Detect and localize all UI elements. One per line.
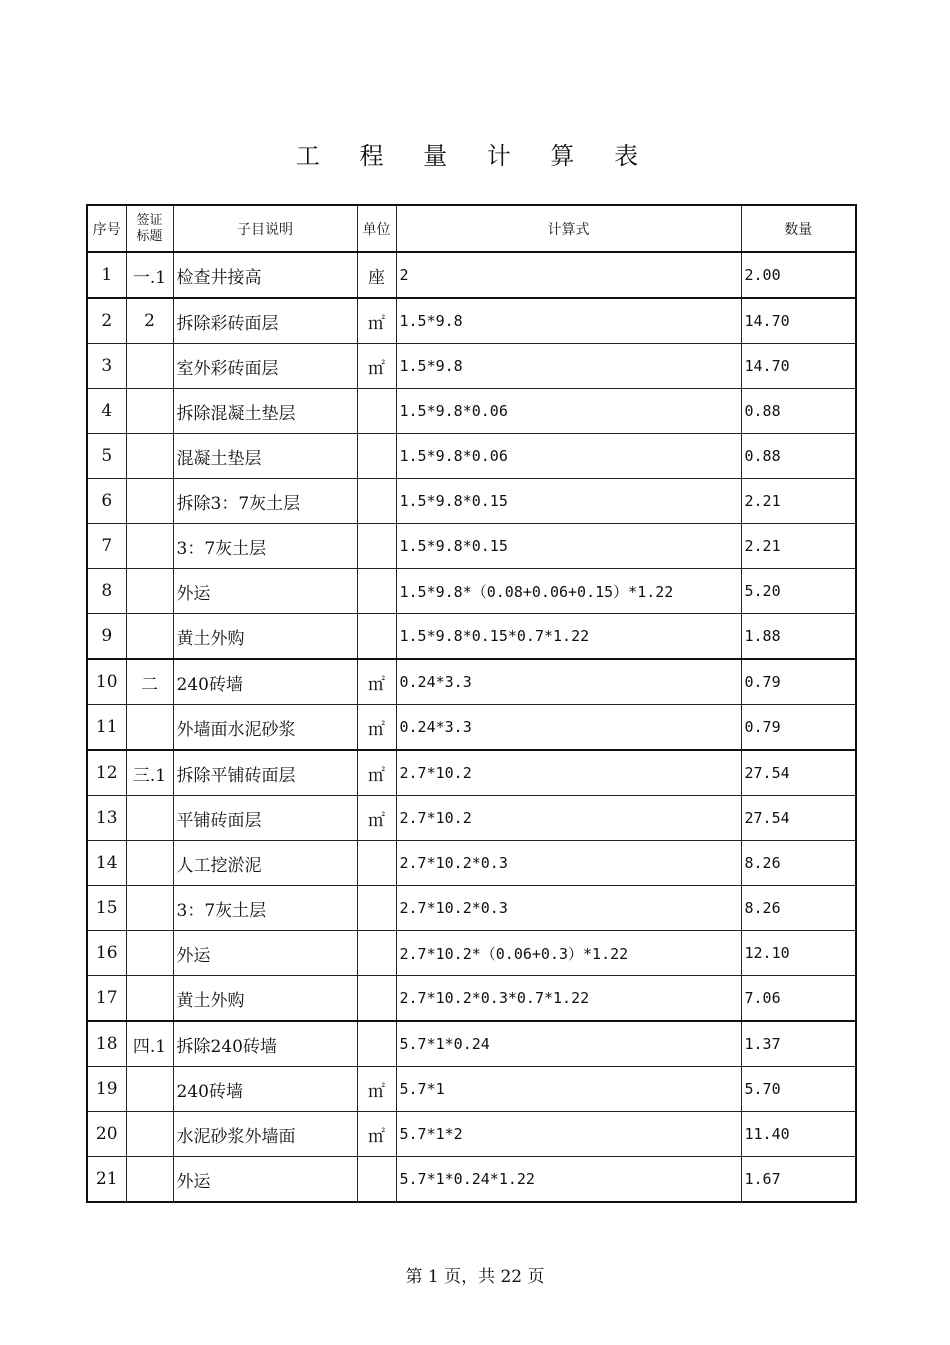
row-unit — [357, 479, 396, 524]
row-description: 水泥砂浆外墙面 — [173, 1112, 357, 1157]
table-row — [87, 705, 856, 751]
row-sign-title — [126, 479, 173, 524]
row-sign-title — [126, 524, 173, 569]
row-formula: 2.7*10.2*0.3*0.7*1.22 — [396, 976, 741, 1022]
row-no: 14 — [87, 841, 126, 886]
row-unit: ㎡ — [357, 298, 396, 344]
row-no: 4 — [87, 389, 126, 434]
header-unit: 单位 — [357, 205, 396, 252]
row-sign-title — [126, 931, 173, 976]
row-no: 16 — [87, 931, 126, 976]
row-unit: ㎡ — [357, 750, 396, 796]
row-unit — [357, 841, 396, 886]
row-no: 19 — [87, 1067, 126, 1112]
row-description: 检查井接高 — [173, 252, 357, 298]
row-description: 平铺砖面层 — [173, 796, 357, 841]
row-formula: 1.5*9.8 — [396, 344, 741, 389]
row-description: 黄土外购 — [173, 976, 357, 1022]
row-description: 外运 — [173, 569, 357, 614]
row-no: 8 — [87, 569, 126, 614]
row-quantity: 27.54 — [741, 796, 856, 841]
row-description: 3：7灰土层 — [173, 524, 357, 569]
row-description: 拆除混凝土垫层 — [173, 389, 357, 434]
row-no: 5 — [87, 434, 126, 479]
row-quantity: 2.21 — [741, 479, 856, 524]
row-quantity: 1.67 — [741, 1157, 856, 1203]
table-row — [87, 1112, 856, 1157]
row-no: 12 — [87, 750, 126, 796]
row-quantity: 11.40 — [741, 1112, 856, 1157]
row-quantity: 27.54 — [741, 750, 856, 796]
row-unit: 座 — [357, 252, 396, 298]
row-quantity: 1.88 — [741, 614, 856, 660]
header-sign-line1: 签证 — [136, 212, 163, 228]
table-row — [87, 434, 856, 479]
table-row — [87, 344, 856, 389]
header-sign-line2: 标题 — [136, 228, 163, 244]
row-quantity: 8.26 — [741, 886, 856, 931]
row-quantity: 8.26 — [741, 841, 856, 886]
row-unit: ㎡ — [357, 796, 396, 841]
row-formula: 2 — [396, 252, 741, 298]
row-sign-title — [126, 614, 173, 660]
row-sign-title: 四.1 — [126, 1021, 173, 1067]
row-formula: 1.5*9.8*0.06 — [396, 434, 741, 479]
row-quantity: 0.79 — [741, 659, 856, 705]
table-row — [87, 750, 856, 796]
row-sign-title — [126, 1067, 173, 1112]
row-no: 13 — [87, 796, 126, 841]
row-quantity: 2.00 — [741, 252, 856, 298]
row-formula: 2.7*10.2*0.3 — [396, 841, 741, 886]
table-row — [87, 298, 856, 344]
row-sign-title: 2 — [126, 298, 173, 344]
row-description: 拆除240砖墙 — [173, 1021, 357, 1067]
header-no: 序号 — [87, 205, 126, 252]
row-no: 9 — [87, 614, 126, 660]
row-sign-title — [126, 796, 173, 841]
row-description: 拆除3：7灰土层 — [173, 479, 357, 524]
row-quantity: 5.20 — [741, 569, 856, 614]
header-amount: 数量 — [741, 205, 856, 252]
row-unit — [357, 389, 396, 434]
row-quantity: 14.70 — [741, 298, 856, 344]
table-row — [87, 1067, 856, 1112]
row-quantity: 2.21 — [741, 524, 856, 569]
row-quantity: 7.06 — [741, 976, 856, 1022]
row-unit — [357, 976, 396, 1022]
page-footer: 第 1 页，共 22 页 — [405, 1267, 545, 1287]
row-no: 15 — [87, 886, 126, 931]
row-description: 外运 — [173, 931, 357, 976]
page-title: 工 程 量 计 算 表 — [295, 142, 655, 170]
row-sign-title — [126, 389, 173, 434]
row-formula: 1.5*9.8*0.06 — [396, 389, 741, 434]
row-sign-title — [126, 434, 173, 479]
row-quantity: 12.10 — [741, 931, 856, 976]
row-formula: 1.5*9.8*0.15 — [396, 524, 741, 569]
row-quantity: 1.37 — [741, 1021, 856, 1067]
row-sign-title — [126, 705, 173, 751]
row-no: 18 — [87, 1021, 126, 1067]
table-row — [87, 976, 856, 1022]
row-unit — [357, 931, 396, 976]
row-sign-title — [126, 1157, 173, 1203]
header-desc: 子目说明 — [173, 205, 357, 252]
row-unit — [357, 524, 396, 569]
table-row — [87, 524, 856, 569]
table-row — [87, 252, 856, 298]
row-unit — [357, 1021, 396, 1067]
row-no: 21 — [87, 1157, 126, 1203]
row-quantity: 0.88 — [741, 434, 856, 479]
row-formula: 0.24*3.3 — [396, 659, 741, 705]
row-formula: 2.7*10.2 — [396, 750, 741, 796]
row-formula: 5.7*1*2 — [396, 1112, 741, 1157]
row-sign-title — [126, 976, 173, 1022]
row-formula: 1.5*9.8*（0.08+0.06+0.15）*1.22 — [396, 569, 741, 614]
table-row — [87, 479, 856, 524]
row-description: 240砖墙 — [173, 1067, 357, 1112]
row-formula: 2.7*10.2 — [396, 796, 741, 841]
row-no: 10 — [87, 659, 126, 705]
row-description: 3：7灰土层 — [173, 886, 357, 931]
row-unit — [357, 614, 396, 660]
row-formula: 5.7*1 — [396, 1067, 741, 1112]
row-quantity: 0.79 — [741, 705, 856, 751]
row-unit: ㎡ — [357, 1112, 396, 1157]
row-sign-title — [126, 841, 173, 886]
row-unit: ㎡ — [357, 705, 396, 751]
row-no: 7 — [87, 524, 126, 569]
row-formula: 0.24*3.3 — [396, 705, 741, 751]
row-no: 6 — [87, 479, 126, 524]
row-no: 17 — [87, 976, 126, 1022]
row-formula: 2.7*10.2*0.3 — [396, 886, 741, 931]
row-unit — [357, 569, 396, 614]
row-unit: ㎡ — [357, 1067, 396, 1112]
row-quantity: 0.88 — [741, 389, 856, 434]
row-formula: 5.7*1*0.24 — [396, 1021, 741, 1067]
row-formula: 1.5*9.8 — [396, 298, 741, 344]
row-unit: ㎡ — [357, 344, 396, 389]
row-description: 外运 — [173, 1157, 357, 1203]
table-row — [87, 389, 856, 434]
row-formula: 1.5*9.8*0.15*0.7*1.22 — [396, 614, 741, 660]
table-row — [87, 931, 856, 976]
table-header-row — [87, 205, 856, 252]
table-row — [87, 569, 856, 614]
row-formula: 1.5*9.8*0.15 — [396, 479, 741, 524]
row-no: 2 — [87, 298, 126, 344]
row-sign-title: 三.1 — [126, 750, 173, 796]
row-description: 室外彩砖面层 — [173, 344, 357, 389]
row-no: 11 — [87, 705, 126, 751]
row-sign-title: 一.1 — [126, 252, 173, 298]
table-row — [87, 614, 856, 660]
row-quantity: 5.70 — [741, 1067, 856, 1112]
row-description: 黄土外购 — [173, 614, 357, 660]
table-row — [87, 796, 856, 841]
row-formula: 2.7*10.2*（0.06+0.3）*1.22 — [396, 931, 741, 976]
row-no: 3 — [87, 344, 126, 389]
header-calc: 计算式 — [396, 205, 741, 252]
table-row — [87, 886, 856, 931]
table-row — [87, 1157, 856, 1203]
table-row — [87, 841, 856, 886]
row-sign-title: 二 — [126, 659, 173, 705]
row-sign-title — [126, 569, 173, 614]
row-unit — [357, 1157, 396, 1203]
row-unit — [357, 886, 396, 931]
table-row — [87, 1021, 856, 1067]
row-description: 外墙面水泥砂浆 — [173, 705, 357, 751]
row-description: 240砖墙 — [173, 659, 357, 705]
row-description: 人工挖淤泥 — [173, 841, 357, 886]
row-description: 拆除彩砖面层 — [173, 298, 357, 344]
table-row — [87, 659, 856, 705]
row-no: 1 — [87, 252, 126, 298]
row-unit: ㎡ — [357, 659, 396, 705]
row-unit — [357, 434, 396, 479]
row-formula: 5.7*1*0.24*1.22 — [396, 1157, 741, 1203]
row-description: 混凝土垫层 — [173, 434, 357, 479]
row-quantity: 14.70 — [741, 344, 856, 389]
row-sign-title — [126, 344, 173, 389]
header-sign — [126, 205, 173, 252]
quantity-table — [86, 204, 857, 1203]
row-sign-title — [126, 1112, 173, 1157]
row-sign-title — [126, 886, 173, 931]
row-description: 拆除平铺砖面层 — [173, 750, 357, 796]
row-no: 20 — [87, 1112, 126, 1157]
